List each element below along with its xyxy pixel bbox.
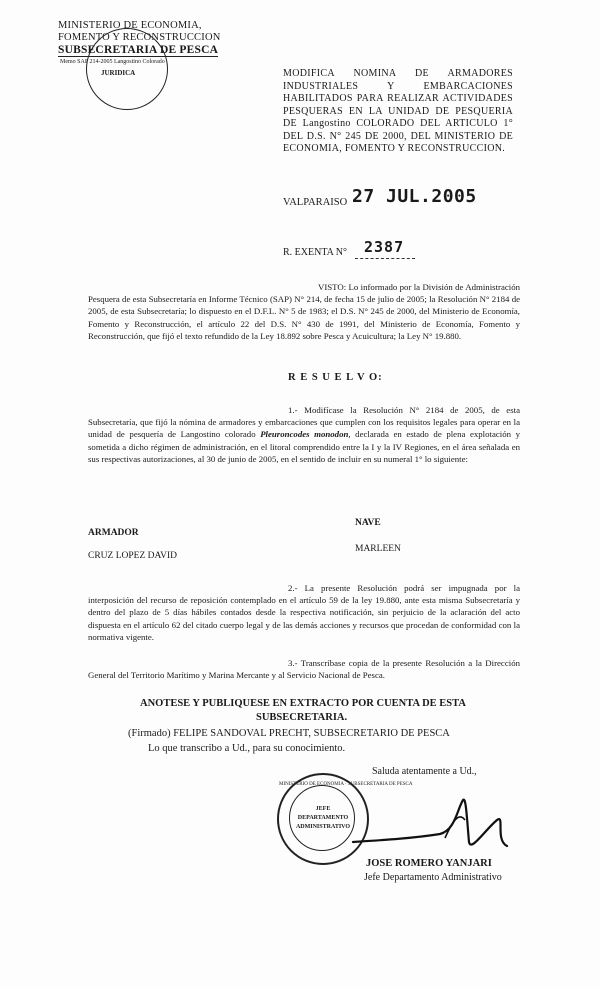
point-1-text-pre: 1.- Modifícase la Resolución N° 2184 de 2005, de esta Subsecretaría, que fijó la nómina de armadores y embarcaciones que cumplen con los requisitos legales para operar en la unidad de pesquería de Langostino colorado xyxy=(88,405,520,440)
subsecretaria-title: SUBSECRETARIA DE PESCA xyxy=(58,44,219,56)
signer-title: Jefe Departamento Administrativo xyxy=(364,872,502,883)
ministry-line-1: MINISTERIO DE ECONOMIA, xyxy=(58,20,202,31)
resolution-number: 2387 xyxy=(364,238,405,256)
place-city: VALPARAISO xyxy=(283,197,348,208)
resolution-subject: MODIFICA NOMINA DE ARMADORES INDUSTRIALES Y EMBARCACIONES HABILITADOS PARA REALIZAR ACTIVIDADES PESQUERAS EN LA UNIDAD DE PESQUERIA DE Langostino COLORADO DEL ARTICULO 1° DEL D.S. N° 245 DE 2000, DEL MINISTERIO DE ECONOMIA, FOMENTO Y RECONSTRUCCION. xyxy=(283,68,513,154)
seal-center-2: DEPARTAMENTO xyxy=(297,815,349,821)
seal-center-1: JEFE xyxy=(315,806,331,812)
visto-paragraph: VISTO: Lo informado por la División de Administración Pesquera de esta Subsecretaría en Informe Técnico (SAP) N° 214, de fecha 15 de julio de 2005; la Resolución N° 2184 de 2005, de esta Subsecretaría; lo dispuesto en el D.F.L. N° 5 de 1983; el D.S. N° 245 de 2000, del Ministerio de Economía, Fomento y Reconstrucción, el artículo 22 del D.S. N° 430 de 1991, del Ministerio de Economía, Fomento y Reconstrucción, que fijó el texto refundido de la Ley 18.892 sobre Pesca y Acuicultura; la Ley N° 19.880. xyxy=(88,282,520,341)
closing-line-4: Lo que transcribo a Ud., para su conocimiento. xyxy=(148,743,346,754)
signer-name: JOSE ROMERO YANJARI xyxy=(366,858,492,869)
ministry-line-2: FOMENTO Y RECONSTRUCCION xyxy=(58,32,221,43)
point-3-paragraph: 3.- Transcríbase copia de la presente Resolución a la Dirección General del Territorio Marítimo y Marina Mercante y al Servicio Nacional de Pesca. xyxy=(88,658,520,681)
salutation: Saluda atentamente a Ud., xyxy=(372,766,477,777)
resolution-date: 27 JUL.2005 xyxy=(352,186,477,207)
nave-value: MARLEEN xyxy=(355,544,401,554)
armador-value: CRUZ LOPEZ DAVID xyxy=(88,551,178,561)
handwritten-signature xyxy=(345,790,515,860)
point-1-text-post: , declarada en estado de plena explotación y sometida a dicho régimen de administración, en el litoral comprendido entre la I y la IV Regiones, en el área señalada en sus respectivas autorizaciones, al 30 de junio de 2005, en el sentido de incluir en su numeral 1° lo siguiente: xyxy=(88,429,521,464)
resuelvo-heading: R E S U E L V O: xyxy=(288,372,383,383)
point-2-paragraph: 2.- La presente Resolución podrá ser impugnada por la interposición del recurso de reposición contemplado en el artículo 59 de la ley 19.880, ante esta misma Subsecretaría y dentro del plazo de 5 días hábiles contados desde la respectiva notificación, sin perjuicio de la aclaración del acto dispuesta en el artículo 62 del citado cuerpo legal y de las demás acciones y recursos que procedan de conformidad con la normativa vigente. xyxy=(88,583,520,642)
point-1-species: Pleuroncodes monodon xyxy=(260,429,349,440)
nave-header: NAVE xyxy=(355,518,381,528)
closing-line-3: (Firmado) FELIPE SANDOVAL PRECHT, SUBSECRETARIO DE PESCA xyxy=(128,728,450,739)
exenta-label: R. EXENTA N° xyxy=(283,247,348,258)
stamp-label: JURIDICA xyxy=(101,69,136,77)
number-underline xyxy=(355,258,415,259)
closing-line-1: ANOTESE Y PUBLIQUESE EN EXTRACTO POR CUENTA DE ESTA xyxy=(140,698,466,709)
seal-center-3: ADMINISTRATIVO xyxy=(295,824,351,830)
juridica-stamp xyxy=(86,28,168,110)
armador-header: ARMADOR xyxy=(88,528,139,538)
seal-ring-text: MINISTERIO DE ECONOMIA · SUBSECRETARIA DE PESCA xyxy=(279,782,413,787)
closing-line-2: SUBSECRETARIA. xyxy=(256,712,348,723)
point-1-paragraph xyxy=(88,404,520,465)
memo-reference: Memo SAP 214-2005 Langostino Colorado xyxy=(60,59,165,65)
